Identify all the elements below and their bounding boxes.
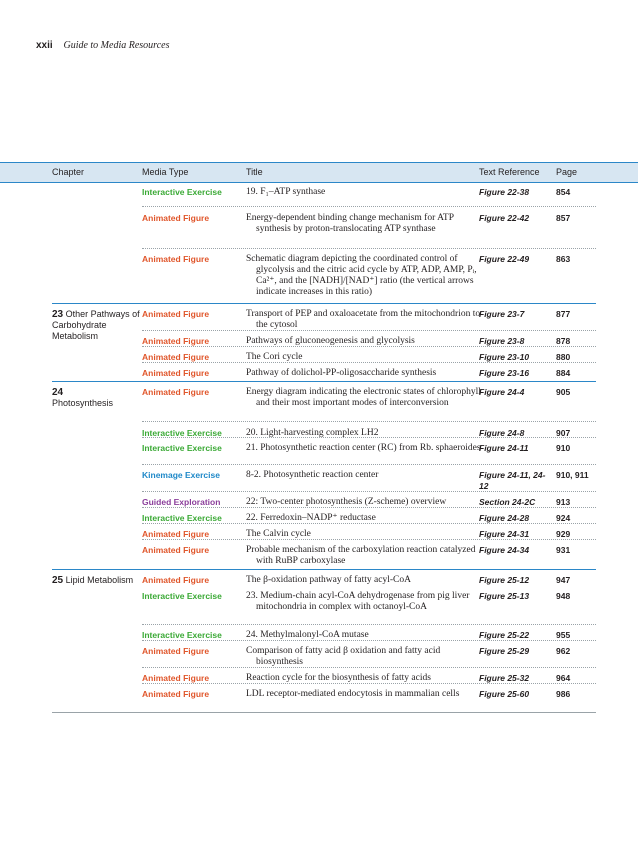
chapter-label [52, 575, 140, 586]
text-reference: Figure 25-13 [479, 591, 530, 601]
entry-title: 22: Two-center photosynthesis (Z-scheme) overview [246, 497, 447, 507]
media-type: Animated Figure [142, 545, 210, 555]
media-type: Animated Figure [142, 336, 210, 346]
chapter-name: Lipid Metabolism [63, 575, 134, 585]
text-reference: Figure 22-42 [479, 213, 530, 223]
media-type: Interactive Exercise [142, 513, 222, 523]
row-divider [142, 640, 596, 641]
header-page: Page [556, 167, 578, 177]
page-ref: 947 [556, 575, 571, 585]
row-divider [142, 346, 596, 347]
entry-title: 23. Medium-chain acyl-CoA dehydrogenase from pig liver mitochondria in complex with octanoyl-CoA [246, 591, 470, 612]
entry-title: Transport of PEP and oxaloacetate from the mitochondrion to the cytosol [246, 309, 481, 330]
page-ref: 877 [556, 309, 571, 319]
text-reference: Figure 22-38 [479, 187, 530, 197]
page-ref: 931 [556, 545, 571, 555]
page-ref: 878 [556, 336, 571, 346]
page-ref: 910, 911 [556, 470, 589, 480]
table-header [0, 162, 638, 183]
row-divider [142, 248, 596, 249]
chapter-divider [52, 381, 596, 382]
media-type: Animated Figure [142, 646, 210, 656]
media-type: Animated Figure [142, 368, 210, 378]
chapter-number: 24 [52, 387, 64, 398]
entry-title: The β-oxidation pathway of fatty acyl-CoA [246, 575, 411, 585]
row-divider [142, 437, 596, 438]
text-reference: Figure 25-32 [479, 673, 530, 683]
row-divider [142, 539, 596, 540]
text-reference: Figure 24-11, 24-12 [479, 470, 546, 491]
text-reference: Figure 24-8 [479, 428, 525, 438]
page-ref: 913 [556, 497, 571, 507]
media-type: Animated Figure [142, 689, 210, 699]
row-divider [142, 362, 596, 363]
media-type: Animated Figure [142, 309, 210, 319]
page-ref: 910 [556, 443, 571, 453]
media-type: Animated Figure [142, 575, 210, 585]
text-reference: Figure 25-22 [479, 630, 530, 640]
media-type: Interactive Exercise [142, 591, 222, 601]
media-type: Interactive Exercise [142, 443, 222, 453]
page-ref: 863 [556, 254, 571, 264]
media-type: Interactive Exercise [142, 630, 222, 640]
header-chapter: Chapter [52, 167, 85, 177]
entry-title: Energy-dependent binding change mechanism for ATP synthesis by proton-translocating ATP synthase [246, 213, 454, 234]
row-divider [142, 683, 596, 684]
page-number: xxii [36, 40, 53, 51]
page-ref: 884 [556, 368, 571, 378]
entry-title: Comparison of fatty acid β oxidation and fatty acid biosynthesis [246, 646, 441, 667]
page-ref: 986 [556, 689, 571, 699]
media-type: Animated Figure [142, 352, 210, 362]
entry-title: LDL receptor-mediated endocytosis in mammalian cells [246, 689, 460, 699]
text-reference: Figure 24-34 [479, 545, 530, 555]
text-reference: Figure 25-12 [479, 575, 530, 585]
entry-title: Energy diagram indicating the electronic states of chlorophyll and their most important modes of interconversion [246, 387, 481, 408]
running-title: Guide to Media Resources [63, 40, 170, 51]
header-title: Title [246, 167, 263, 177]
page-ref: 854 [556, 187, 571, 197]
chapter-label [52, 309, 140, 342]
page-ref: 924 [556, 513, 571, 523]
entry-title: 22. Ferredoxin–NADP⁺ reductase [246, 513, 376, 523]
entry-title: 20. Light-harvesting complex LH2 [246, 428, 379, 438]
row-divider [142, 624, 596, 625]
text-reference: Figure 24-31 [479, 529, 530, 539]
media-type: Kinemage Exercise [142, 470, 220, 480]
row-divider [142, 330, 596, 331]
text-reference: Figure 24-11 [479, 443, 529, 453]
media-type: Animated Figure [142, 254, 210, 264]
text-reference: Figure 25-29 [479, 646, 530, 656]
text-reference: Figure 23-8 [479, 336, 525, 346]
media-type: Interactive Exercise [142, 428, 222, 438]
text-reference: Figure 24-28 [479, 513, 530, 523]
page-ref: 880 [556, 352, 571, 362]
page-ref: 857 [556, 213, 571, 223]
chapter-label [52, 387, 140, 409]
text-reference: Section 24-2C [479, 497, 536, 507]
text-reference: Figure 25-60 [479, 689, 530, 699]
page-ref: 964 [556, 673, 571, 683]
entry-title: Probable mechanism of the carboxylation reaction catalyzed with RuBP carboxylase [246, 545, 476, 566]
media-type: Animated Figure [142, 529, 210, 539]
page-ref: 929 [556, 529, 571, 539]
media-type: Animated Figure [142, 673, 210, 683]
row-divider [142, 421, 596, 422]
entry-title: 21. Photosynthetic reaction center (RC) from Rb. sphaeroides [246, 443, 481, 453]
entry-title: Pathways of gluconeogenesis and glycolysis [246, 336, 415, 346]
entry-title: Pathway of dolichol-PP-oligosaccharide synthesis [246, 368, 437, 378]
page-ref: 907 [556, 428, 571, 438]
row-divider [142, 667, 596, 668]
table-end-rule [52, 712, 596, 713]
text-reference: Figure 23-16 [479, 368, 530, 378]
header-text-reference: Text Reference [479, 167, 540, 177]
page-ref: 962 [556, 646, 571, 656]
row-divider [142, 206, 596, 207]
text-reference: Figure 22-49 [479, 254, 530, 264]
row-divider [142, 464, 596, 465]
row-divider [142, 523, 596, 524]
header-media-type: Media Type [142, 167, 189, 177]
entry-title: The Calvin cycle [246, 529, 311, 539]
page-ref: 955 [556, 630, 571, 640]
chapter-name: Photosynthesis [52, 398, 114, 408]
text-reference: Figure 24-4 [479, 387, 525, 397]
text-reference: Figure 23-10 [479, 352, 530, 362]
media-type: Animated Figure [142, 387, 210, 397]
page-ref: 948 [556, 591, 571, 601]
chapter-number: 25 [52, 575, 64, 586]
chapter-number: 23 [52, 309, 64, 320]
row-divider [142, 491, 596, 492]
running-head [36, 40, 169, 51]
media-type: Interactive Exercise [142, 187, 222, 197]
entry-title: The Cori cycle [246, 352, 303, 362]
media-type: Guided Exploration [142, 497, 221, 507]
entry-title: 19. F₁–ATP synthase [246, 187, 326, 197]
entry-title: 8-2. Photosynthetic reaction center [246, 470, 379, 480]
chapter-divider [52, 569, 596, 570]
page-ref: 905 [556, 387, 571, 397]
entry-title: 24. Methylmalonyl-CoA mutase [246, 630, 369, 640]
media-type: Animated Figure [142, 213, 210, 223]
text-reference: Figure 23-7 [479, 309, 525, 319]
chapter-divider [52, 303, 596, 304]
entry-title: Reaction cycle for the biosynthesis of fatty acids [246, 673, 431, 683]
row-divider [142, 507, 596, 508]
chapter-name: Other Pathways of Carbohydrate Metabolism [52, 309, 140, 341]
entry-title: Schematic diagram depicting the coordinated control of glycolysis and the citric acid cycle by ATP, ADP, AMP, Pᵢ, Ca²⁺, and the [NADH]/[NAD⁺] ratio (the vertical arrows indicate increases in this ratio) [246, 254, 477, 297]
